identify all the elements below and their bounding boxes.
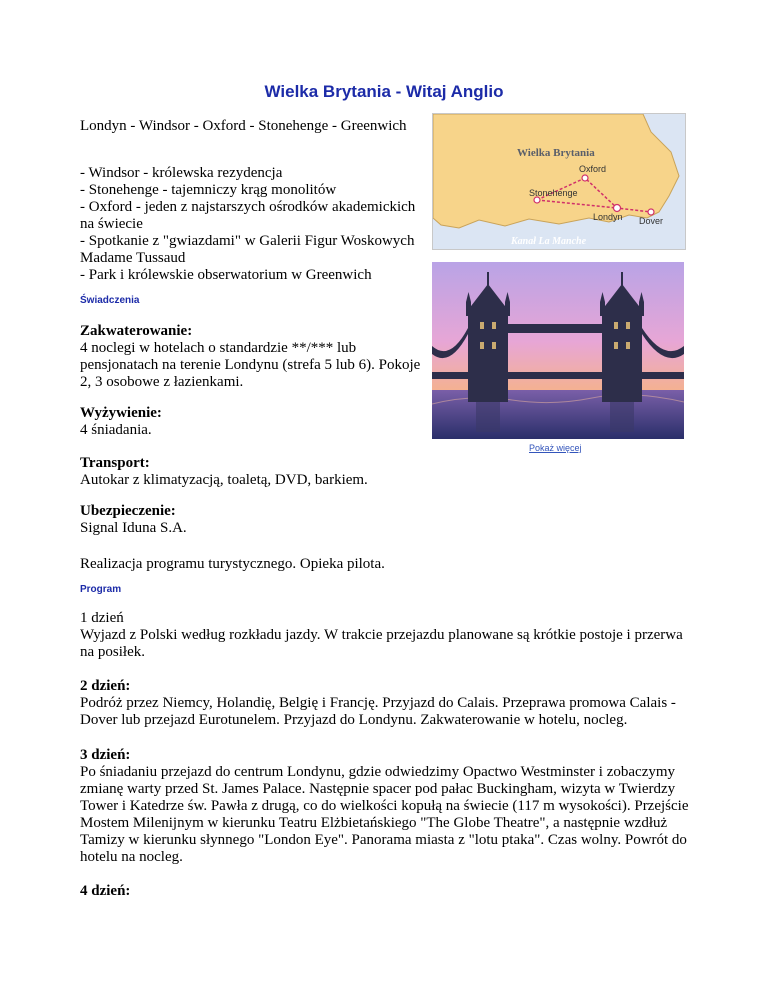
map-label-dover: Dover: [639, 216, 664, 226]
program-section-label: Program: [80, 584, 122, 595]
food-heading: Wyżywienie:: [80, 405, 162, 421]
day-1-block: [80, 610, 700, 661]
services-section-label: Świadczenia: [80, 295, 140, 306]
map-label-channel: Kanał La Manche: [511, 236, 587, 247]
day-2-block: [80, 678, 700, 729]
page-title: Wielka Brytania - Witaj Anglio: [264, 82, 504, 101]
map-pin-oxford: [582, 175, 588, 181]
map-title: Wielka Brytania: [517, 147, 595, 159]
insurance-heading: Ubezpieczenie:: [80, 503, 176, 519]
england-map: [432, 113, 686, 250]
insurance-block: [80, 503, 700, 537]
day-text: Po śniadaniu przejazd do centrum Londynu, gdzie odwiedzimy Opactwo Westminster i zobaczymy zmianę warty przed St. James Palace. Następnie spacer pod pałac Buckingham, wizyta w Twierdzy Tower i Katedrze św. Pawła z drugą, co do wielkości kopułą na świecie (117 m wysokości). Przejście Mostem Milenijnym w kierunku Teatru Elżbietańskiego "The Globe Theatre", a następnie wzdłuż Tamizy w kierunku słynnego "London Eye". Panorama miasta z "lotu ptaka". Czas wolny. Powrót do hotelu na nocleg.: [80, 764, 689, 865]
insurance-text: Signal Iduna S.A.: [80, 520, 187, 536]
map-label-oxford: Oxford: [579, 164, 607, 174]
map-label-stonehenge: Stonehenge: [529, 188, 578, 198]
map-label-london: Londyn: [593, 212, 623, 222]
accommodation-heading: Zakwaterowanie:: [80, 323, 193, 339]
day-4-block: [80, 883, 700, 900]
accommodation-block: [80, 323, 425, 391]
map-graphic: [433, 114, 685, 249]
day-heading: 3 dzień:: [80, 747, 131, 763]
map-pin-dover: [648, 209, 654, 215]
day-heading: 4 dzień:: [80, 883, 131, 899]
route-summary: Londyn - Windsor - Oxford - Stonehenge - Greenwich: [80, 118, 407, 134]
day-text: Podróż przez Niemcy, Holandię, Belgię i Francję. Przyjazd do Calais. Przeprawa promowa Calais - Dover lub przejazd Eurotunelem. Przyjazd do Londynu. Zakwaterowanie w hotelu, nocleg.: [80, 695, 676, 728]
day-3-block: [80, 747, 700, 866]
tower-bridge-photo: [432, 262, 684, 439]
day-heading: 2 dzień:: [80, 678, 131, 694]
transport-heading: Transport:: [80, 455, 150, 471]
highlight-item: - Stonehenge - tajemniczy krąg monolitów: [80, 182, 337, 198]
highlight-item: - Oxford - jeden z najstarszych ośrodków akademickich na świecie: [80, 199, 416, 232]
transport-block: [80, 455, 700, 489]
transport-text: Autokar z klimatyzacją, toaletą, DVD, barkiem.: [80, 472, 368, 488]
highlight-item: - Windsor - królewska rezydencja: [80, 165, 283, 181]
highlight-item: - Spotkanie z "gwiazdami" w Galerii Figur Woskowych Madame Tussaud: [80, 233, 415, 266]
photo-tower-bridge-icon: [432, 262, 684, 439]
day-heading: 1 dzień: [80, 610, 124, 626]
day-text: Wyjazd z Polski według rozkładu jazdy. W trakcie przejazdu planowane są krótkie postoje i przerwa na posiłek.: [80, 627, 683, 660]
highlights-list: [80, 165, 425, 284]
show-more-link[interactable]: Pokaż więcej: [529, 443, 582, 453]
map-pin-london: [614, 205, 621, 212]
food-block: [80, 405, 425, 439]
highlight-item: - Park i królewskie obserwatorium w Greenwich: [80, 267, 372, 283]
food-text: 4 śniadania.: [80, 422, 152, 438]
extra-services-text: Realizacja programu turystycznego. Opieka pilota.: [80, 556, 385, 572]
accommodation-text: 4 noclegi w hotelach o standardzie **/*** lub pensjonatach na terenie Londynu (strefa 5 lub 6). Pokoje 2, 3 osobowe z łazienkami.: [80, 340, 421, 390]
